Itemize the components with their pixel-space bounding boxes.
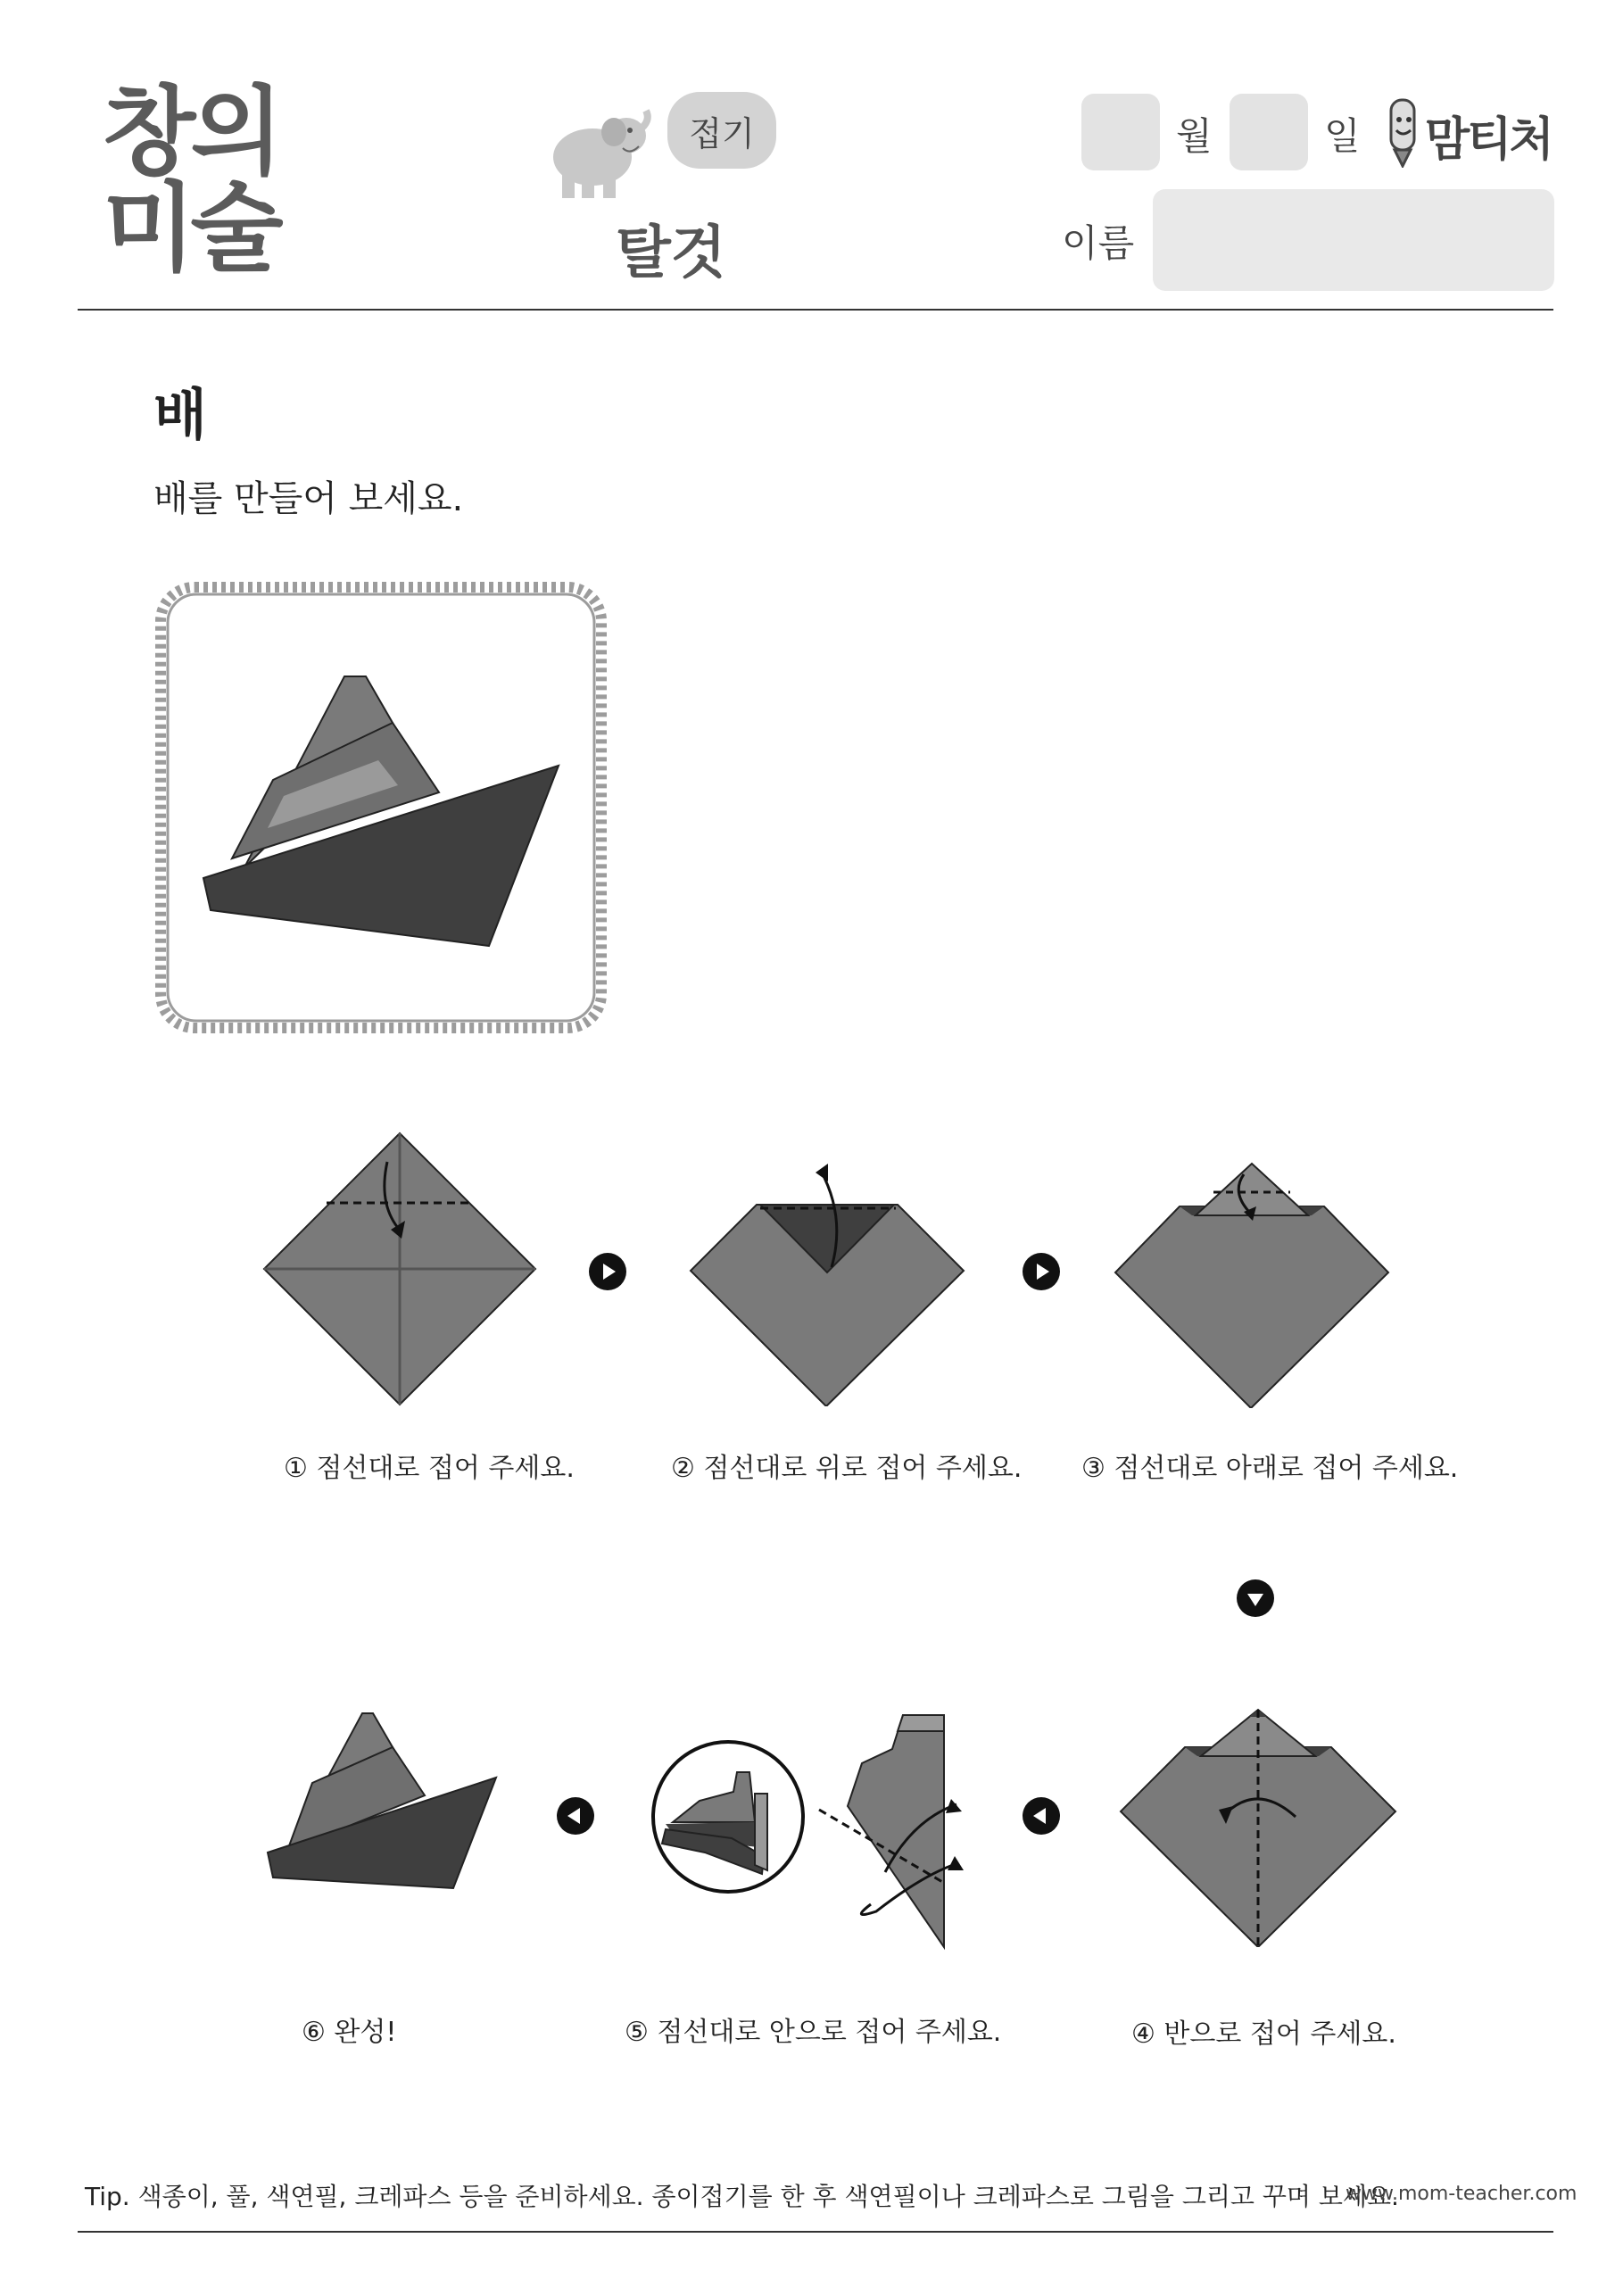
- arrow-left-icon: [1023, 1797, 1060, 1835]
- step-1-diagram: [262, 1131, 537, 1406]
- pencil-mascot-icon: [1386, 96, 1421, 168]
- step-5-caption: ⑤ 점선대로 안으로 접어 주세요.: [625, 2017, 1002, 2048]
- category-bubble: 접기: [667, 92, 776, 169]
- subject-label: 탈것: [616, 220, 726, 286]
- series-logo-line1: 창의: [103, 77, 278, 188]
- day-label: 일: [1324, 114, 1361, 158]
- name-label: 이름: [1062, 221, 1135, 265]
- step-2-caption: ② 점선대로 위로 접어 주세요.: [671, 1453, 1023, 1484]
- page-subtitle: 배를 만들어 보세요.: [153, 478, 464, 519]
- month-input[interactable]: [1081, 94, 1160, 170]
- arrow-right-icon: [589, 1253, 626, 1290]
- finished-boat-image: [155, 582, 607, 1033]
- elephant-icon: [546, 105, 653, 202]
- brand-text: 맘티처: [1425, 113, 1552, 167]
- arrow-down-icon: [1237, 1579, 1274, 1617]
- arrow-right-icon: [1023, 1253, 1060, 1290]
- month-label: 월: [1176, 114, 1213, 158]
- brand-logo: [1386, 89, 1555, 171]
- step-6-caption: ⑥ 완성!: [302, 2017, 397, 2048]
- footer-tip: Tip. 색종이, 풀, 색연필, 크레파스 등을 준비하세요. 종이접기를 한 후 색연필이나 크레파스로 그림을 그리고 꾸며 보세요.: [85, 2182, 1399, 2211]
- step-4-diagram: [1119, 1708, 1397, 1947]
- step-2-diagram: [689, 1155, 965, 1406]
- footer-divider: [78, 2231, 1553, 2233]
- step-6-diagram: [266, 1712, 501, 1895]
- footer-website[interactable]: www.mom-teacher.com: [1346, 2183, 1577, 2205]
- series-logo-line2: 미술: [103, 173, 278, 285]
- step-1-caption: ① 점선대로 접어 주세요.: [284, 1453, 575, 1484]
- series-logo: [103, 77, 281, 290]
- page-title: 배: [153, 382, 207, 447]
- step-4-caption: ④ 반으로 접어 주세요.: [1131, 2018, 1396, 2050]
- day-input[interactable]: [1230, 94, 1308, 170]
- step-3-diagram: [1114, 1156, 1390, 1408]
- header-divider: [78, 309, 1553, 311]
- step-3-caption: ③ 점선대로 아래로 접어 주세요.: [1081, 1453, 1459, 1484]
- name-input[interactable]: [1153, 189, 1554, 291]
- step-5-diagram: [651, 1713, 969, 1954]
- arrow-left-icon: [557, 1797, 594, 1835]
